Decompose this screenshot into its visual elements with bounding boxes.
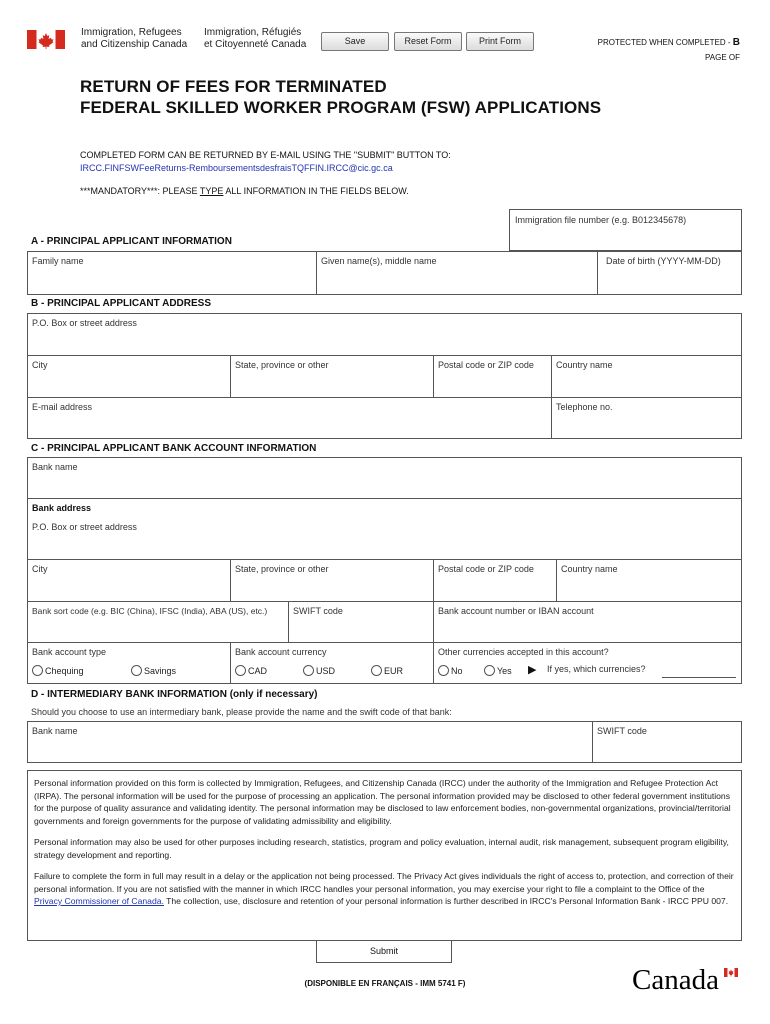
address-po-box-field[interactable]: [27, 313, 742, 356]
privacy-p3-post: The collection, use, disclosure and retention of your personal information is further described in IRCC's Personal Information Bank - IRCC PPU 007.: [163, 896, 729, 906]
radio-other-yes-label: Yes: [497, 665, 512, 676]
radio-other-yes[interactable]: [484, 665, 512, 676]
page-indicator: PAGE OF: [705, 53, 740, 62]
address-po-box-label: P.O. Box or street address: [32, 318, 137, 328]
address-state-field[interactable]: [230, 355, 434, 398]
radio-circle-icon: [371, 665, 382, 676]
radio-circle-icon: [484, 665, 495, 676]
given-names-field[interactable]: [316, 251, 598, 295]
bank-sort-code-label: Bank sort code (e.g. BIC (China), IFSC (India), ABA (US), etc.): [32, 606, 268, 616]
bank-name-field[interactable]: [27, 457, 742, 499]
address-postal-field[interactable]: [433, 355, 552, 398]
canada-wordmark-flag-icon: [724, 968, 738, 977]
mandatory-emphasis: TYPE: [199, 186, 224, 196]
bank-swift-label: SWIFT code: [293, 606, 343, 616]
address-city-label: City: [32, 360, 48, 370]
arrow-right-icon: ▶: [528, 664, 537, 676]
protection-status: [598, 35, 740, 65]
radio-cad-label: CAD: [248, 665, 268, 676]
privacy-commissioner-link[interactable]: Privacy Commissioner of Canada.: [34, 896, 164, 906]
mandatory-pre: ***MANDATORY***: PLEASE: [80, 186, 200, 196]
form-title: [80, 76, 601, 118]
date-of-birth-label: Date of birth (YYYY-MM-DD): [606, 256, 721, 266]
address-country-label: Country name: [556, 360, 613, 370]
intermediary-swift-label: SWIFT code: [597, 726, 647, 736]
intermediary-instruction: Should you choose to use an intermediary bank, please provide the name and the swift code of that bank:: [31, 707, 452, 717]
mandatory-notice: [80, 186, 409, 196]
account-type-group: [27, 642, 231, 684]
print-form-button[interactable]: Print Form: [466, 32, 534, 51]
intermediary-bank-name-field[interactable]: [27, 721, 593, 763]
privacy-notice: [27, 770, 742, 941]
privacy-p3-pre: Failure to complete the form in full may result in a delay or the application not being processed. The Privacy Act gives individuals the right of access to, protection, and correction of their personal information. If you are not satisfied with the manner in which IRCC handles your personal information, you may exercise your right to file a complaint to the Office of the: [34, 871, 734, 894]
bank-account-number-field[interactable]: [433, 601, 742, 643]
account-currency-label: Bank account currency: [235, 647, 327, 657]
radio-usd[interactable]: [303, 665, 335, 676]
date-of-birth-field[interactable]: [597, 251, 742, 295]
form-title-line2: FEDERAL SKILLED WORKER PROGRAM (FSW) APPLICATIONS: [80, 98, 602, 117]
section-b-title: B - PRINCIPAL APPLICANT ADDRESS: [31, 298, 212, 309]
bank-city-field[interactable]: [27, 559, 231, 602]
privacy-paragraph-1: Personal information provided on this form is collected by Immigration, Refugees, and Citizenship Canada (IRCC) under the authority of the Immigration and Refugee Protection Act (IRPA). The personal information will be used for the purpose of processing an application. The personal information provided may be disclosed to other federal government institutions for the purpose of quality assurance and validating identity. The personal information may be disclosed to law enforcement bodies, non-governmental organizations, provincial/territorial governments and foreign governments for the purpose of validating admissibility and eligibility.: [34, 778, 731, 826]
other-currencies-label: Other currencies accepted in this account?: [438, 647, 609, 657]
privacy-paragraph-3: [34, 870, 735, 908]
bank-sort-code-field[interactable]: [27, 601, 289, 643]
radio-eur[interactable]: [371, 665, 403, 676]
reset-form-button[interactable]: Reset Form: [394, 32, 462, 51]
bank-state-field[interactable]: [230, 559, 434, 602]
address-state-label: State, province or other: [235, 360, 329, 370]
radio-other-no-label: No: [451, 665, 463, 676]
bank-address-heading: Bank address: [32, 503, 92, 513]
intermediary-bank-name-label: Bank name: [32, 726, 78, 736]
radio-circle-icon: [32, 665, 43, 676]
radio-chequing-label: Chequing: [45, 665, 84, 676]
radio-circle-icon: [235, 665, 246, 676]
bank-country-label: Country name: [561, 564, 618, 574]
address-postal-label: Postal code or ZIP code: [438, 360, 534, 370]
radio-cad[interactable]: [235, 665, 267, 676]
section-a-title: A - PRINCIPAL APPLICANT INFORMATION: [31, 236, 232, 247]
bank-postal-field[interactable]: [433, 559, 557, 602]
which-currencies-input[interactable]: [662, 677, 736, 678]
canada-flag-icon: [27, 30, 65, 49]
radio-circle-icon: [131, 665, 142, 676]
address-city-field[interactable]: [27, 355, 231, 398]
account-type-label: Bank account type: [32, 647, 107, 657]
section-d-title: D - INTERMEDIARY BANK INFORMATION (only if necessary): [31, 689, 318, 700]
mandatory-post: ALL INFORMATION IN THE FIELDS BELOW.: [223, 186, 409, 196]
bank-address-field[interactable]: [27, 498, 742, 560]
file-number-label: Immigration file number (e.g. B012345678): [515, 215, 687, 225]
protected-label: PROTECTED WHEN COMPLETED -: [597, 38, 731, 47]
immigration-file-number-field[interactable]: [509, 209, 742, 251]
which-currencies-label: If yes, which currencies?: [547, 664, 646, 674]
privacy-paragraph-2: Personal information may also be used for other purposes including research, statistics, program and policy evaluation, internal audit, risk management, subsequent program eligibility, strategy development and reporting.: [34, 837, 729, 860]
radio-chequing[interactable]: [32, 665, 84, 676]
intro-instruction: COMPLETED FORM CAN BE RETURNED BY E-MAIL USING THE "SUBMIT" BUTTON TO:: [80, 150, 451, 160]
email-address-field[interactable]: [27, 397, 552, 439]
bank-state-label: State, province or other: [235, 564, 329, 574]
bank-postal-label: Postal code or ZIP code: [438, 564, 534, 574]
submission-email-link[interactable]: IRCC.FINFSWFeeReturns-RemboursementsdesfraisTQFFIN.IRCC@cic.gc.ca: [80, 163, 393, 173]
bank-swift-field[interactable]: [288, 601, 434, 643]
department-name-french: Immigration, Réfugiés et Citoyenneté Canada: [204, 27, 307, 50]
radio-savings[interactable]: [131, 665, 176, 676]
radio-usd-label: USD: [316, 665, 336, 676]
other-currencies-group: [433, 642, 742, 684]
family-name-label: Family name: [32, 256, 84, 266]
submit-button[interactable]: Submit: [316, 940, 452, 963]
french-availability-note: (DISPONIBLE EN FRANÇAIS - IMM 5741 F): [304, 979, 466, 988]
bank-name-label: Bank name: [32, 462, 78, 472]
radio-other-no[interactable]: [438, 665, 463, 676]
bank-account-number-label: Bank account number or IBAN account: [438, 606, 594, 616]
family-name-field[interactable]: [27, 251, 317, 295]
telephone-label: Telephone no.: [556, 402, 613, 412]
section-c-title: C - PRINCIPAL APPLICANT BANK ACCOUNT INFORMATION: [31, 443, 317, 454]
intermediary-swift-field[interactable]: [592, 721, 742, 763]
form-title-line1: RETURN OF FEES FOR TERMINATED: [80, 77, 387, 96]
save-button[interactable]: Save: [321, 32, 389, 51]
telephone-field[interactable]: [551, 397, 742, 439]
department-name-english: Immigration, Refugees and Citizenship Canada: [81, 27, 188, 50]
account-currency-group: [230, 642, 434, 684]
bank-country-field[interactable]: [556, 559, 742, 602]
radio-circle-icon: [438, 665, 449, 676]
radio-eur-label: EUR: [384, 665, 404, 676]
address-country-field[interactable]: [551, 355, 742, 398]
given-names-label: Given name(s), middle name: [321, 256, 437, 266]
radio-savings-label: Savings: [144, 665, 177, 676]
email-address-label: E-mail address: [32, 402, 93, 412]
radio-circle-icon: [303, 665, 314, 676]
protected-level: B: [732, 37, 740, 48]
bank-city-label: City: [32, 564, 48, 574]
canada-wordmark: Canada: [632, 964, 719, 996]
bank-po-box-label: P.O. Box or street address: [32, 522, 137, 532]
